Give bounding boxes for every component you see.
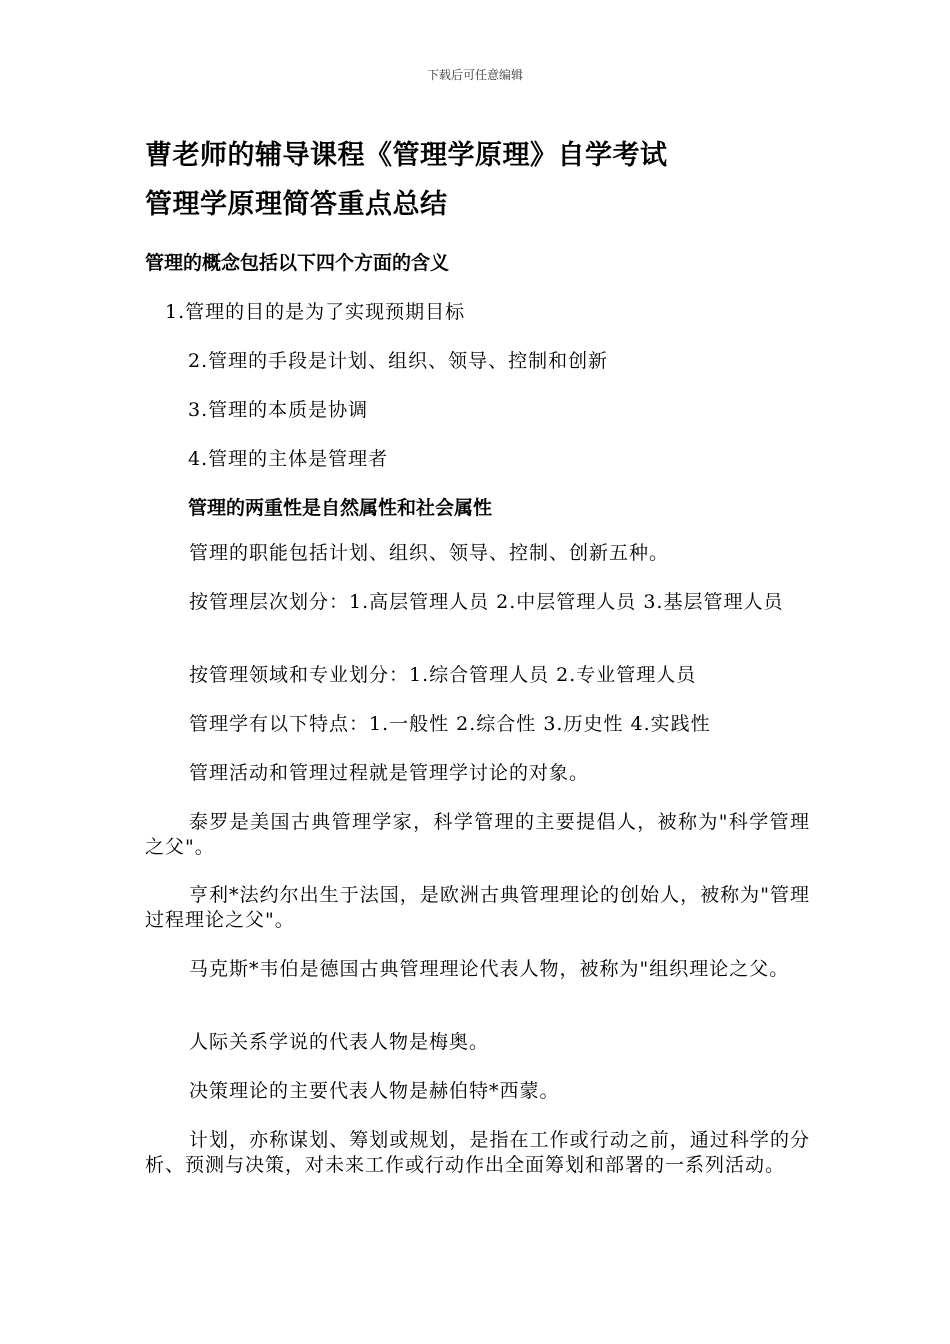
paragraph: 计划，亦称谋划、筹划或规划，是指在工作或行动之前，通过科学的分析、预测与决策，对未来工作或行动作出全面筹划和部署的一系列活动。: [145, 1129, 810, 1176]
document-subtitle: 管理学原理简答重点总结: [145, 189, 448, 220]
paragraph: 决策理论的主要代表人物是赫伯特*西蒙。: [189, 1080, 560, 1102]
paragraph: 按管理领域和专业划分：1.综合管理人员 2.专业管理人员: [189, 664, 697, 686]
paragraph: 管理的职能包括计划、组织、领导、控制、创新五种。: [189, 542, 670, 564]
section-heading-duality: 管理的两重性是自然属性和社会属性: [188, 497, 493, 519]
section-heading-management-concept: 管理的概念包括以下四个方面的含义: [145, 252, 450, 274]
list-item: 2.管理的手段是计划、组织、领导、控制和创新: [188, 350, 609, 372]
paragraph: 人际关系学说的代表人物是梅奥。: [189, 1031, 490, 1053]
download-note: 下载后可任意编辑: [426, 68, 523, 82]
list-item: 1.管理的目的是为了实现预期目标: [165, 301, 466, 323]
paragraph: 马克斯*韦伯是德国古典管理理论代表人物，被称为"组织理论之父。: [189, 958, 790, 980]
document-title: 曹老师的辅导课程《管理学原理》自学考试: [145, 140, 668, 171]
list-item: 4.管理的主体是管理者: [188, 448, 389, 470]
paragraph: 管理活动和管理过程就是管理学讨论的对象。: [189, 762, 590, 784]
paragraph: 亨利*法约尔出生于法国，是欧洲古典管理理论的创始人，被称为"管理过程理论之父"。: [145, 884, 810, 931]
paragraph: 按管理层次划分：1.高层管理人员 2.中层管理人员 3.基层管理人员: [189, 591, 784, 613]
paragraph: 泰罗是美国古典管理学家，科学管理的主要提倡人，被称为"科学管理之父"。: [145, 811, 810, 858]
paragraph: 管理学有以下特点：1.一般性 2.综合性 3.历史性 4.实践性: [189, 713, 711, 735]
list-item: 3.管理的本质是协调: [188, 399, 369, 421]
